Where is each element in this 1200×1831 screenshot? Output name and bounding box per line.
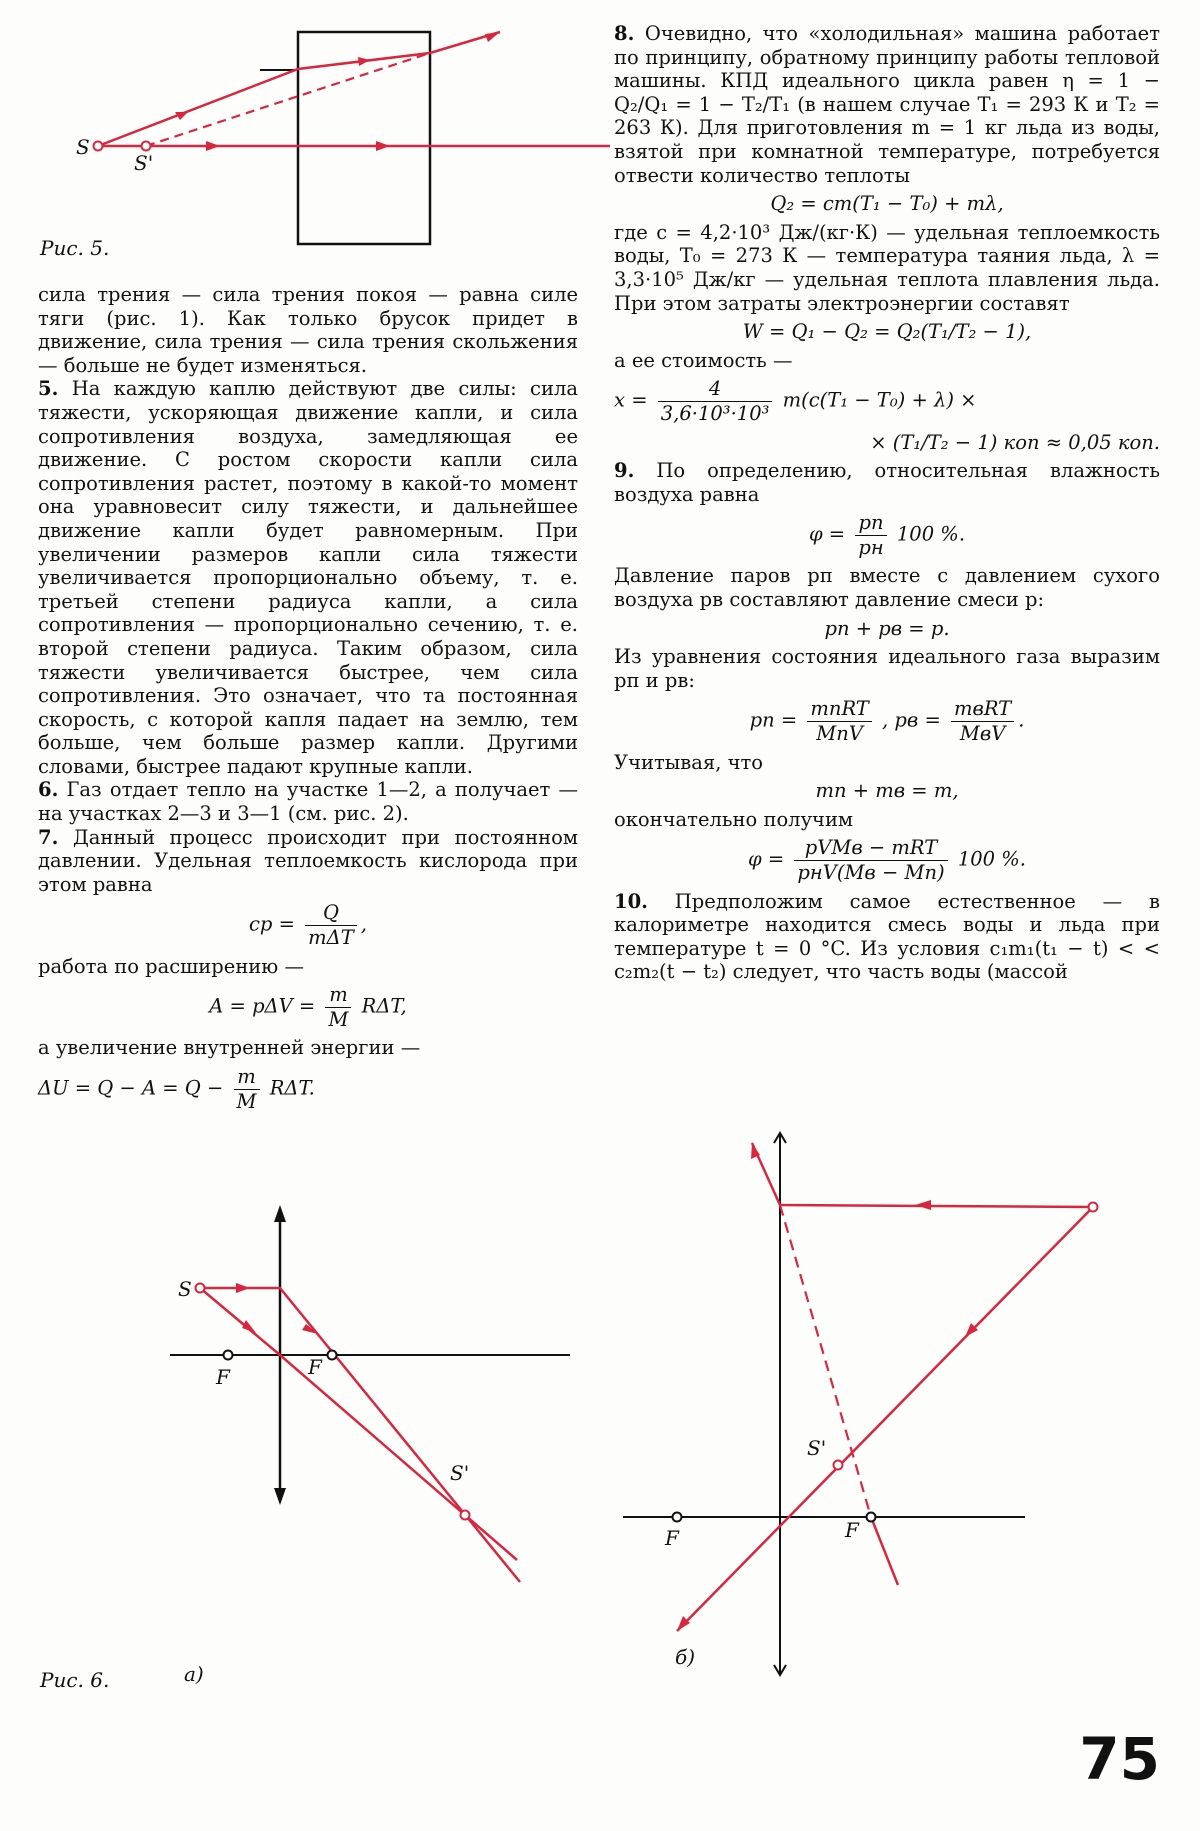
numerator: Q xyxy=(305,901,357,926)
eq-lhs: pп = xyxy=(749,709,798,733)
glass-plate xyxy=(298,32,430,244)
fraction xyxy=(234,1065,260,1113)
label-f-left: F xyxy=(216,1365,230,1389)
answer-text: Данный процесс происходит при постоянном давлении. Удельная теплоемкость кислорода при этом равна xyxy=(38,825,578,896)
arrow-head xyxy=(236,1283,250,1293)
arrow-head xyxy=(485,32,500,42)
arrow-head xyxy=(915,1200,931,1210)
arrow-head xyxy=(206,141,220,151)
answer-8 xyxy=(614,22,1160,187)
left-column xyxy=(38,283,578,1118)
paragraph: работа по расширению — xyxy=(38,954,304,978)
denominator: M xyxy=(236,1089,257,1113)
paragraph: а ее стоимость — xyxy=(614,348,793,372)
figure-6b-label: б) xyxy=(675,1645,696,1669)
ray-center xyxy=(677,1207,1093,1631)
label-s: S xyxy=(178,1277,192,1301)
label-s-prime: S' xyxy=(450,1461,470,1485)
answer-number: 9. xyxy=(614,459,635,483)
eq-lhs: , pв = xyxy=(882,709,941,733)
eq-lhs: φ = xyxy=(808,522,846,546)
figure-6-caption: Рис. 6. xyxy=(40,1668,110,1692)
answer-7 xyxy=(38,826,578,897)
answer-9 xyxy=(614,459,1160,506)
eq-tail: . xyxy=(1018,709,1025,733)
figure-6a xyxy=(160,1150,580,1630)
answer-text: Очевидно, что «холодильная» машина работает по принципу, обратному принципу работы тепловой машины. КПД идеального цикла равен η = 1 − Q₂/Q₁ = 1 − T₂/T₁ (в нашем случае T₁ = 293 К и T₂ = 263 К). Для приготовления m = 1 кг льда из воды, взятой при комнатной температуре, потребуется отвести количество теплоты xyxy=(614,22,1160,187)
answer-text: На каждую каплю действуют две силы: сила тяжести, ускоряющая движение капли, и сила сопротивления воздуха, замедляющая ее движение. С ростом скорости капли сила сопротивления растет, поэтому в какой-то момент она уравновесит силу тяжести, и дальнейшее движение капли будет равномерным. При увеличении размеров капли сила тяжести увеличивается пропорционально объему, т. е. третьей степени радиуса капли, а сила сопротивления — пропорционально сечению, т. е. второй степени радиуса. Таким образом, сила тяжести увеличивается быстрее, чем сила сопротивления. Это означает, что та постоянная скорость, с которой капля падает на землю, тем больше, чем больше размер капли. Другими словами, быстрее падают крупные капли. xyxy=(38,377,578,778)
answer-number: 7. xyxy=(38,825,59,849)
answer-number: 8. xyxy=(614,22,635,45)
numerator: pп xyxy=(855,511,886,536)
paragraph: а увеличение внутренней энергии — xyxy=(38,1036,421,1060)
dashed-extension xyxy=(780,1205,871,1517)
label-f-right: F xyxy=(845,1518,859,1542)
eq-lhs: ΔU = Q − A = Q − xyxy=(38,1076,224,1100)
figure-6a-label: а) xyxy=(184,1662,204,1686)
label-f-right: F xyxy=(308,1355,322,1379)
answer-text: По определению, относительная влажность воздуха равна xyxy=(614,459,1160,506)
arrow-head xyxy=(376,141,390,151)
label-s-prime: S' xyxy=(807,1436,827,1460)
fraction xyxy=(305,901,357,949)
eq-lhs: x = xyxy=(614,388,648,412)
equation-phi xyxy=(614,511,1160,559)
paragraph: сила трения — сила трения покоя — равна силе тяги (рис. 1). Как только брусок придет в движение, сила трения — сила трения скольжения — больше не будет изменяться. xyxy=(38,283,578,377)
answer-5 xyxy=(38,377,578,778)
fraction xyxy=(794,836,947,884)
source-point xyxy=(94,142,103,151)
fraction xyxy=(807,697,871,745)
equation-du xyxy=(38,1065,578,1113)
numerator: m xyxy=(234,1065,260,1090)
label-f-left: F xyxy=(665,1526,679,1550)
eq-lhs: cp = xyxy=(249,913,295,937)
numerator: 4 xyxy=(658,377,773,402)
ray-through-focus xyxy=(752,1143,1093,1207)
equation-sum: pп + pв = p. xyxy=(824,616,950,640)
fraction xyxy=(951,697,1014,745)
image-point xyxy=(834,1461,843,1470)
equation-cost-line2: × (T₁/T₂ − 1) коп ≈ 0,05 коп. xyxy=(870,430,1160,454)
eq-tail: , xyxy=(360,913,367,937)
equation-pressures xyxy=(614,697,1160,745)
eq-tail: RΔT. xyxy=(269,1076,315,1100)
denominator: M xyxy=(328,1007,349,1031)
arrow-head xyxy=(242,1320,256,1333)
image-point xyxy=(142,142,151,151)
focus-right xyxy=(867,1513,876,1522)
fraction xyxy=(325,983,351,1031)
fraction xyxy=(855,511,886,559)
numerator: m xyxy=(325,983,351,1008)
equation-cost xyxy=(614,377,1160,425)
paragraph: окончательно получим xyxy=(614,807,854,831)
denominator: pн xyxy=(858,535,884,559)
eq-lhs: φ = xyxy=(748,848,785,871)
equation-final xyxy=(614,836,1160,884)
answer-6 xyxy=(38,778,578,825)
denominator: pнV(Mв − Mп) xyxy=(797,861,945,884)
denominator: 3,6·10³·10³ xyxy=(660,401,770,425)
ray-parallel xyxy=(200,1288,520,1582)
dashed-ray xyxy=(146,53,430,146)
numerator: mпRT xyxy=(807,697,871,722)
numerator: pVMв − mRT xyxy=(794,836,947,861)
source-point xyxy=(1089,1203,1098,1212)
paragraph: где c = 4,2·10³ Дж/(кг·К) — удельная теплоемкость воды, T₀ = 273 К — температура таяния льда, λ = 3,3·10⁵ Дж/кг — удельная теплота плавления льда. При этом затраты электроэнергии составят xyxy=(614,220,1160,315)
equation-cp xyxy=(38,901,578,949)
numerator: mвRT xyxy=(951,697,1014,722)
denominator: mΔT xyxy=(308,926,354,950)
denominator: MвV xyxy=(959,722,1006,746)
source-point xyxy=(196,1284,205,1293)
figure-5-caption: Рис. 5. xyxy=(40,236,110,260)
refracted-ray xyxy=(98,53,430,146)
eq-tail: 100 %. xyxy=(896,522,966,546)
equation-w: W = Q₁ − Q₂ = Q₂(T₁/T₂ − 1), xyxy=(742,320,1032,344)
label-s: S xyxy=(76,135,90,159)
equation-work xyxy=(38,983,578,1031)
eq-tail: m(c(T₁ − T₀) + λ) × xyxy=(782,388,977,412)
lens-arrow-bottom xyxy=(274,1488,286,1505)
equation-q2: Q₂ = cm(T₁ − T₀) + mλ, xyxy=(770,192,1004,216)
eq-lhs: A = pΔV = xyxy=(209,994,316,1018)
answer-text: Газ отдает тепло на участке 1—2, а получает — на участках 2—3 и 3—1 (см. рис. 2). xyxy=(38,778,578,826)
answer-number: 5. xyxy=(38,377,59,401)
answer-text: Предположим самое естественное — в калориметре находится смесь воды и льда при температуре t = 0 °C. Из условия c₁m₁(t₁ − t) < < c₂m₂(t − t₂) следует, что часть воды (массой xyxy=(614,889,1160,984)
answer-10 xyxy=(614,890,1160,984)
fraction xyxy=(658,377,773,425)
page-number: 75 xyxy=(1079,1725,1160,1793)
equation-mass: mп + mв = m, xyxy=(815,779,959,803)
answer-number: 6. xyxy=(38,778,59,802)
eq-tail: 100 %. xyxy=(957,848,1026,871)
lens-arrow-top xyxy=(274,1205,286,1222)
focus-left xyxy=(224,1351,233,1360)
label-s-prime: S' xyxy=(134,151,154,175)
paragraph: Учитывая, что xyxy=(614,750,764,774)
focus-right xyxy=(328,1351,337,1360)
right-column xyxy=(614,22,1160,984)
eq-tail: RΔT, xyxy=(361,994,407,1018)
paragraph: Давление паров pп вместе с давлением сухого воздуха pв составляют давление смеси p: xyxy=(614,564,1160,612)
denominator: MпV xyxy=(816,722,863,746)
focus-left xyxy=(673,1513,682,1522)
image-point xyxy=(461,1511,470,1520)
figure-5 xyxy=(76,20,620,270)
ray-beyond-focus xyxy=(871,1517,898,1585)
figure-6b xyxy=(615,1125,1095,1685)
answer-number: 10. xyxy=(614,889,648,913)
paragraph: Из уравнения состояния идеального газа выразим pп и pв: xyxy=(614,645,1160,692)
